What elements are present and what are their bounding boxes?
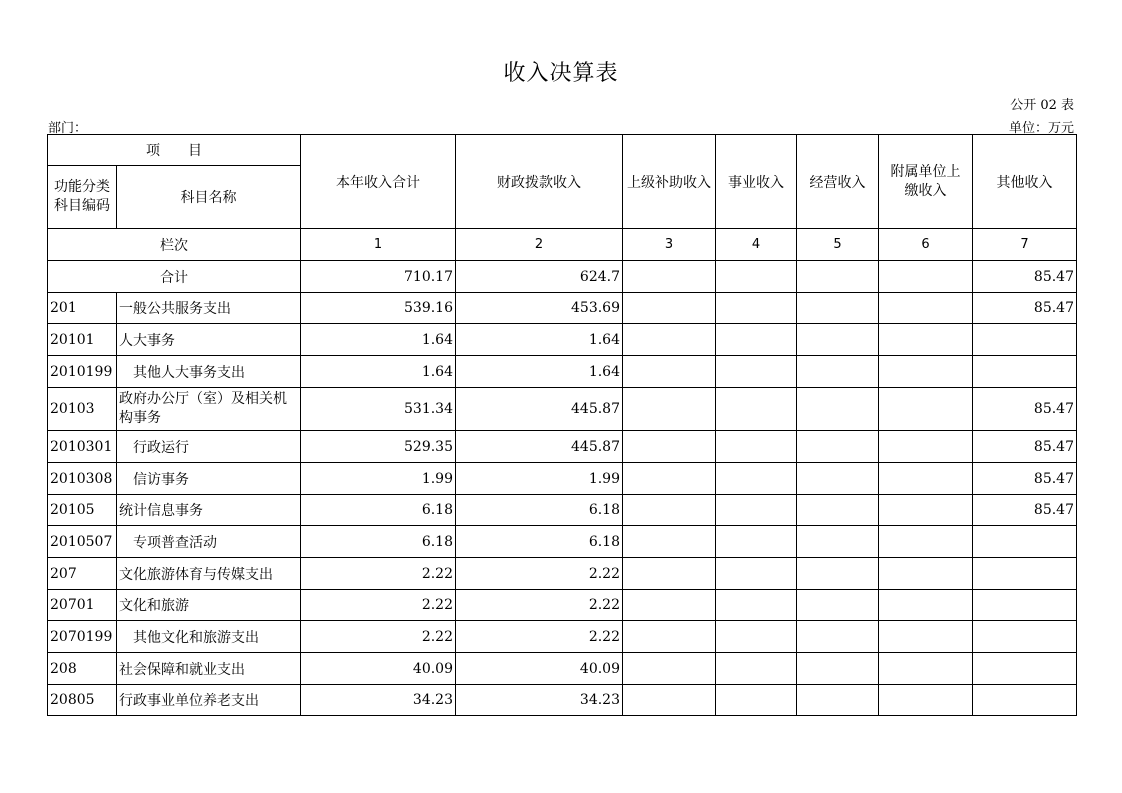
table-row	[48, 324, 1077, 356]
total-row	[48, 261, 1077, 293]
row-code: 20701	[48, 590, 117, 621]
row-value	[797, 653, 879, 685]
row-value: 2.22	[301, 558, 456, 590]
row-value	[716, 463, 797, 495]
row-value	[797, 495, 879, 526]
table-row	[48, 653, 1077, 685]
column-number-row	[48, 229, 1077, 261]
row-value	[879, 558, 973, 590]
row-value	[623, 685, 716, 716]
column-header: 财政拨款收入	[456, 135, 623, 229]
row-code: 207	[48, 558, 117, 590]
row-value	[716, 356, 797, 388]
row-value: 34.23	[301, 685, 456, 716]
income-table	[47, 134, 1077, 716]
row-value	[973, 590, 1077, 621]
row-value: 2.22	[456, 590, 623, 621]
column-header: 事业收入	[716, 135, 797, 229]
row-value: 1.99	[456, 463, 623, 495]
form-number: 公开 02 表	[1010, 98, 1074, 113]
row-value	[623, 653, 716, 685]
row-value	[716, 653, 797, 685]
row-value	[797, 324, 879, 356]
row-value	[973, 558, 1077, 590]
row-code: 2010199	[48, 356, 117, 388]
row-name: 政府办公厅（室）及相关机构事务	[117, 388, 301, 431]
code-header: 功能分类科目编码	[48, 166, 117, 229]
row-value: 2.22	[456, 621, 623, 653]
row-value: 6.18	[301, 495, 456, 526]
item-header: 项 目	[48, 135, 301, 166]
row-value	[797, 526, 879, 558]
row-value	[716, 526, 797, 558]
column-number: 4	[716, 229, 797, 261]
row-code: 20103	[48, 388, 117, 431]
column-number: 5	[797, 229, 879, 261]
row-value	[716, 590, 797, 621]
row-name: 一般公共服务支出	[117, 293, 301, 324]
row-value: 85.47	[973, 388, 1077, 431]
row-value	[973, 621, 1077, 653]
column-number: 1	[301, 229, 456, 261]
row-value: 1.64	[456, 324, 623, 356]
row-value	[623, 526, 716, 558]
row-value	[797, 388, 879, 431]
total-value	[716, 261, 797, 293]
row-value	[879, 293, 973, 324]
column-number: 3	[623, 229, 716, 261]
table-row	[48, 685, 1077, 716]
row-value	[879, 621, 973, 653]
table-row	[48, 526, 1077, 558]
row-value: 1.64	[456, 356, 623, 388]
row-code: 2070199	[48, 621, 117, 653]
row-value: 1.64	[301, 324, 456, 356]
name-header: 科目名称	[117, 166, 301, 229]
column-number: 2	[456, 229, 623, 261]
row-name: 统计信息事务	[117, 495, 301, 526]
row-value	[623, 324, 716, 356]
row-value	[797, 621, 879, 653]
row-name: 社会保障和就业支出	[117, 653, 301, 685]
table-row	[48, 495, 1077, 526]
row-value	[623, 558, 716, 590]
row-value	[716, 293, 797, 324]
unit-label: 单位：万元	[1008, 121, 1074, 136]
row-value	[973, 653, 1077, 685]
column-header: 本年收入合计	[301, 135, 456, 229]
row-value: 445.87	[456, 431, 623, 463]
row-value	[879, 431, 973, 463]
row-code: 2010507	[48, 526, 117, 558]
table-row	[48, 558, 1077, 590]
row-value: 6.18	[456, 526, 623, 558]
total-value: 624.7	[456, 261, 623, 293]
table-row	[48, 293, 1077, 324]
row-value	[623, 621, 716, 653]
row-code: 2010301	[48, 431, 117, 463]
table-row	[48, 621, 1077, 653]
column-header: 上级补助收入	[623, 135, 716, 229]
row-value	[797, 431, 879, 463]
row-value	[716, 495, 797, 526]
row-value	[973, 324, 1077, 356]
column-number-label: 栏次	[48, 229, 301, 261]
column-number: 7	[973, 229, 1077, 261]
row-value	[623, 388, 716, 431]
row-value: 6.18	[301, 526, 456, 558]
row-value	[716, 388, 797, 431]
row-value: 2.22	[301, 621, 456, 653]
row-value	[879, 324, 973, 356]
row-value: 6.18	[456, 495, 623, 526]
table-row	[48, 590, 1077, 621]
row-value: 1.64	[301, 356, 456, 388]
row-value	[623, 495, 716, 526]
total-value: 85.47	[973, 261, 1077, 293]
row-value	[879, 388, 973, 431]
row-value: 531.34	[301, 388, 456, 431]
row-value: 1.99	[301, 463, 456, 495]
row-value	[797, 463, 879, 495]
row-value	[623, 356, 716, 388]
row-name: 行政运行	[117, 431, 301, 463]
row-value	[623, 590, 716, 621]
column-header: 经营收入	[797, 135, 879, 229]
header-row-1	[48, 135, 1077, 166]
table-row	[48, 431, 1077, 463]
row-value	[879, 356, 973, 388]
row-code: 20105	[48, 495, 117, 526]
total-value	[623, 261, 716, 293]
row-value	[879, 526, 973, 558]
row-value	[623, 431, 716, 463]
row-value: 85.47	[973, 431, 1077, 463]
row-value	[716, 621, 797, 653]
row-value: 34.23	[456, 685, 623, 716]
row-value	[797, 356, 879, 388]
row-value	[716, 324, 797, 356]
row-name: 其他文化和旅游支出	[117, 621, 301, 653]
column-header: 附属单位上缴收入	[879, 135, 973, 229]
table-row	[48, 463, 1077, 495]
total-value	[797, 261, 879, 293]
row-name: 其他人大事务支出	[117, 356, 301, 388]
row-value	[797, 558, 879, 590]
row-value	[879, 495, 973, 526]
row-value	[623, 293, 716, 324]
row-name: 文化和旅游	[117, 590, 301, 621]
row-value	[973, 526, 1077, 558]
row-value	[716, 558, 797, 590]
total-label: 合计	[48, 261, 301, 293]
row-value	[879, 685, 973, 716]
department-label: 部门：	[48, 121, 88, 136]
row-name: 专项普查活动	[117, 526, 301, 558]
row-value: 529.35	[301, 431, 456, 463]
row-value: 85.47	[973, 463, 1077, 495]
row-value: 453.69	[456, 293, 623, 324]
row-name: 文化旅游体育与传媒支出	[117, 558, 301, 590]
row-value: 2.22	[301, 590, 456, 621]
row-code: 20805	[48, 685, 117, 716]
total-value	[879, 261, 973, 293]
row-value: 85.47	[973, 293, 1077, 324]
row-code: 201	[48, 293, 117, 324]
table-row	[48, 356, 1077, 388]
row-value	[973, 685, 1077, 716]
row-name: 信访事务	[117, 463, 301, 495]
row-name: 行政事业单位养老支出	[117, 685, 301, 716]
row-value	[797, 590, 879, 621]
row-value	[623, 463, 716, 495]
row-value	[716, 685, 797, 716]
row-value	[797, 685, 879, 716]
row-value: 40.09	[301, 653, 456, 685]
table-row	[48, 388, 1077, 431]
row-value: 445.87	[456, 388, 623, 431]
column-number: 6	[879, 229, 973, 261]
row-value: 539.16	[301, 293, 456, 324]
row-value	[716, 431, 797, 463]
row-value	[879, 653, 973, 685]
row-code: 208	[48, 653, 117, 685]
row-value: 40.09	[456, 653, 623, 685]
row-value	[879, 590, 973, 621]
column-header: 其他收入	[973, 135, 1077, 229]
page-title: 收入决算表	[503, 61, 619, 86]
row-value: 2.22	[456, 558, 623, 590]
row-name: 人大事务	[117, 324, 301, 356]
row-value	[973, 356, 1077, 388]
row-value	[797, 293, 879, 324]
row-code: 20101	[48, 324, 117, 356]
row-value	[879, 463, 973, 495]
row-code: 2010308	[48, 463, 117, 495]
total-value: 710.17	[301, 261, 456, 293]
row-value: 85.47	[973, 495, 1077, 526]
